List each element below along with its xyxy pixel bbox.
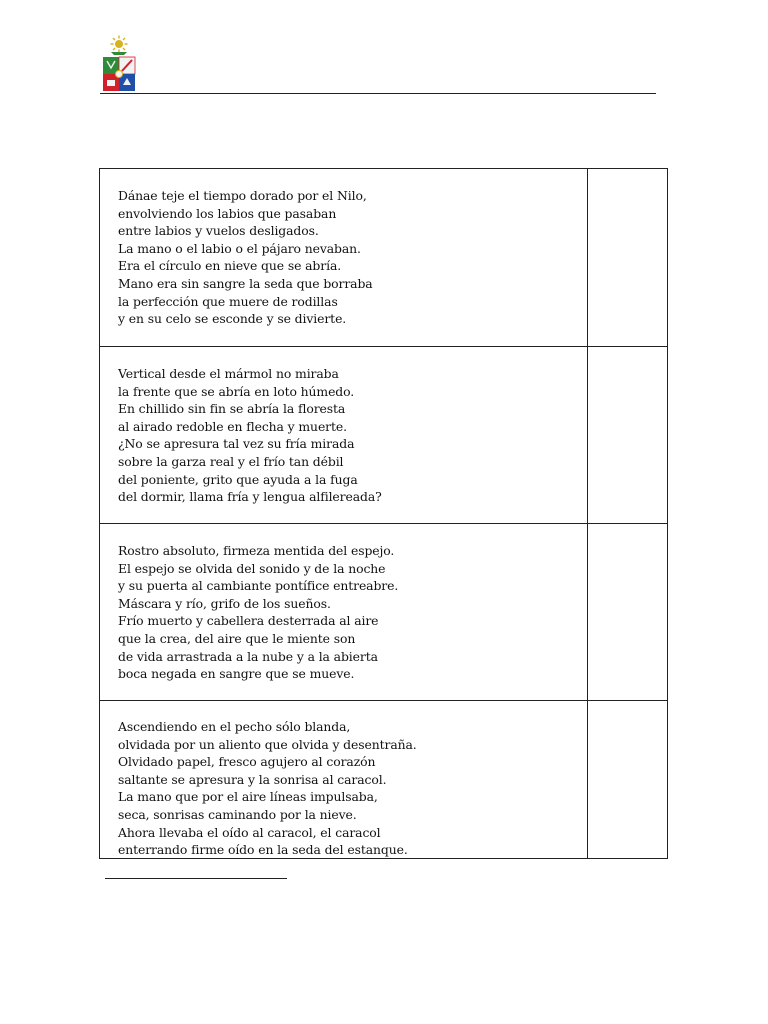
university-crest-icon — [102, 35, 136, 93]
footnote-separator — [105, 878, 287, 879]
crest-sun-icon — [111, 36, 128, 56]
stanza-text — [118, 365, 382, 506]
poem-line: Rostro absoluto, firmeza mentida del espejo. — [118, 543, 395, 558]
poem-line: Ahora llevaba el oído al caracol, el caracol — [118, 824, 381, 840]
poem-table — [99, 168, 668, 859]
table-row — [100, 169, 667, 347]
poem-line: de vida arrastrada a la nube y a la abierta — [118, 648, 378, 664]
poem-line: La mano que por el aire líneas impulsaba, — [118, 789, 378, 805]
empty-mark-cell — [588, 524, 668, 701]
poem-line: olvidada por un aliento que olvida y desentraña. — [118, 736, 417, 752]
poem-line: Vertical desde el mármol no miraba — [118, 366, 339, 381]
poem-line: Máscara y río, grifo de los sueños. — [118, 595, 331, 611]
poem-line: Mano era sin sangre la seda que borraba — [118, 275, 373, 291]
poem-line: envolviendo los labios que pasaban — [118, 205, 337, 221]
poem-line: Ascendiendo en el pecho sólo blanda, — [118, 719, 351, 734]
poem-line: y en su celo se esconde y se divierte. — [118, 311, 347, 327]
poem-line: y su puerta al cambiante pontífice entreabre. — [118, 578, 399, 594]
table-row — [100, 523, 667, 701]
table-row — [100, 700, 667, 859]
empty-mark-cell — [588, 701, 668, 859]
stanza-text — [118, 718, 417, 859]
poem-line: En chillido sin fin se abría la floresta — [118, 401, 346, 417]
poem-line: al airado redoble en flecha y muerte. — [118, 418, 347, 434]
poem-line: la frente que se abría en loto húmedo. — [118, 383, 355, 399]
crest-shield-icon — [103, 57, 135, 91]
poem-line: sobre la garza real y el frío tan débil — [118, 453, 344, 469]
poem-line: El espejo se olvida del sonido y de la noche — [118, 560, 386, 576]
poem-line: Dánae teje el tiempo dorado por el Nilo, — [118, 188, 367, 203]
stanza-text — [118, 542, 398, 683]
poem-line: La mano o el labio o el pájaro nevaban. — [118, 240, 361, 256]
empty-mark-cell — [588, 347, 668, 524]
poem-line: saltante se apresura y la sonrisa al caracol. — [118, 771, 387, 787]
header-divider — [100, 93, 656, 94]
poem-line: enterrando firme oído en la seda del estanque. — [118, 842, 408, 858]
poem-line: seca, sonrisas caminando por la nieve. — [118, 806, 357, 822]
table-row — [100, 346, 667, 524]
poem-line: boca negada en sangre que se mueve. — [118, 666, 355, 682]
poem-line: Frío muerto y cabellera desterrada al aire — [118, 613, 379, 629]
poem-line: Era el círculo en nieve que se abría. — [118, 258, 342, 274]
poem-line: Olvidado papel, fresco agujero al corazón — [118, 754, 376, 770]
poem-line: la perfección que muere de rodillas — [118, 293, 338, 309]
poem-line: del poniente, grito que ayuda a la fuga — [118, 471, 358, 487]
poem-line: ¿No se apresura tal vez su fría mirada — [118, 436, 355, 452]
poem-line: entre labios y vuelos desligados. — [118, 223, 319, 239]
empty-mark-cell — [588, 169, 668, 347]
poem-line: que la crea, del aire que le miente son — [118, 630, 356, 646]
stanza-text — [118, 187, 373, 328]
poem-line: del dormir, llama fría y lengua alfilereada? — [118, 489, 382, 505]
